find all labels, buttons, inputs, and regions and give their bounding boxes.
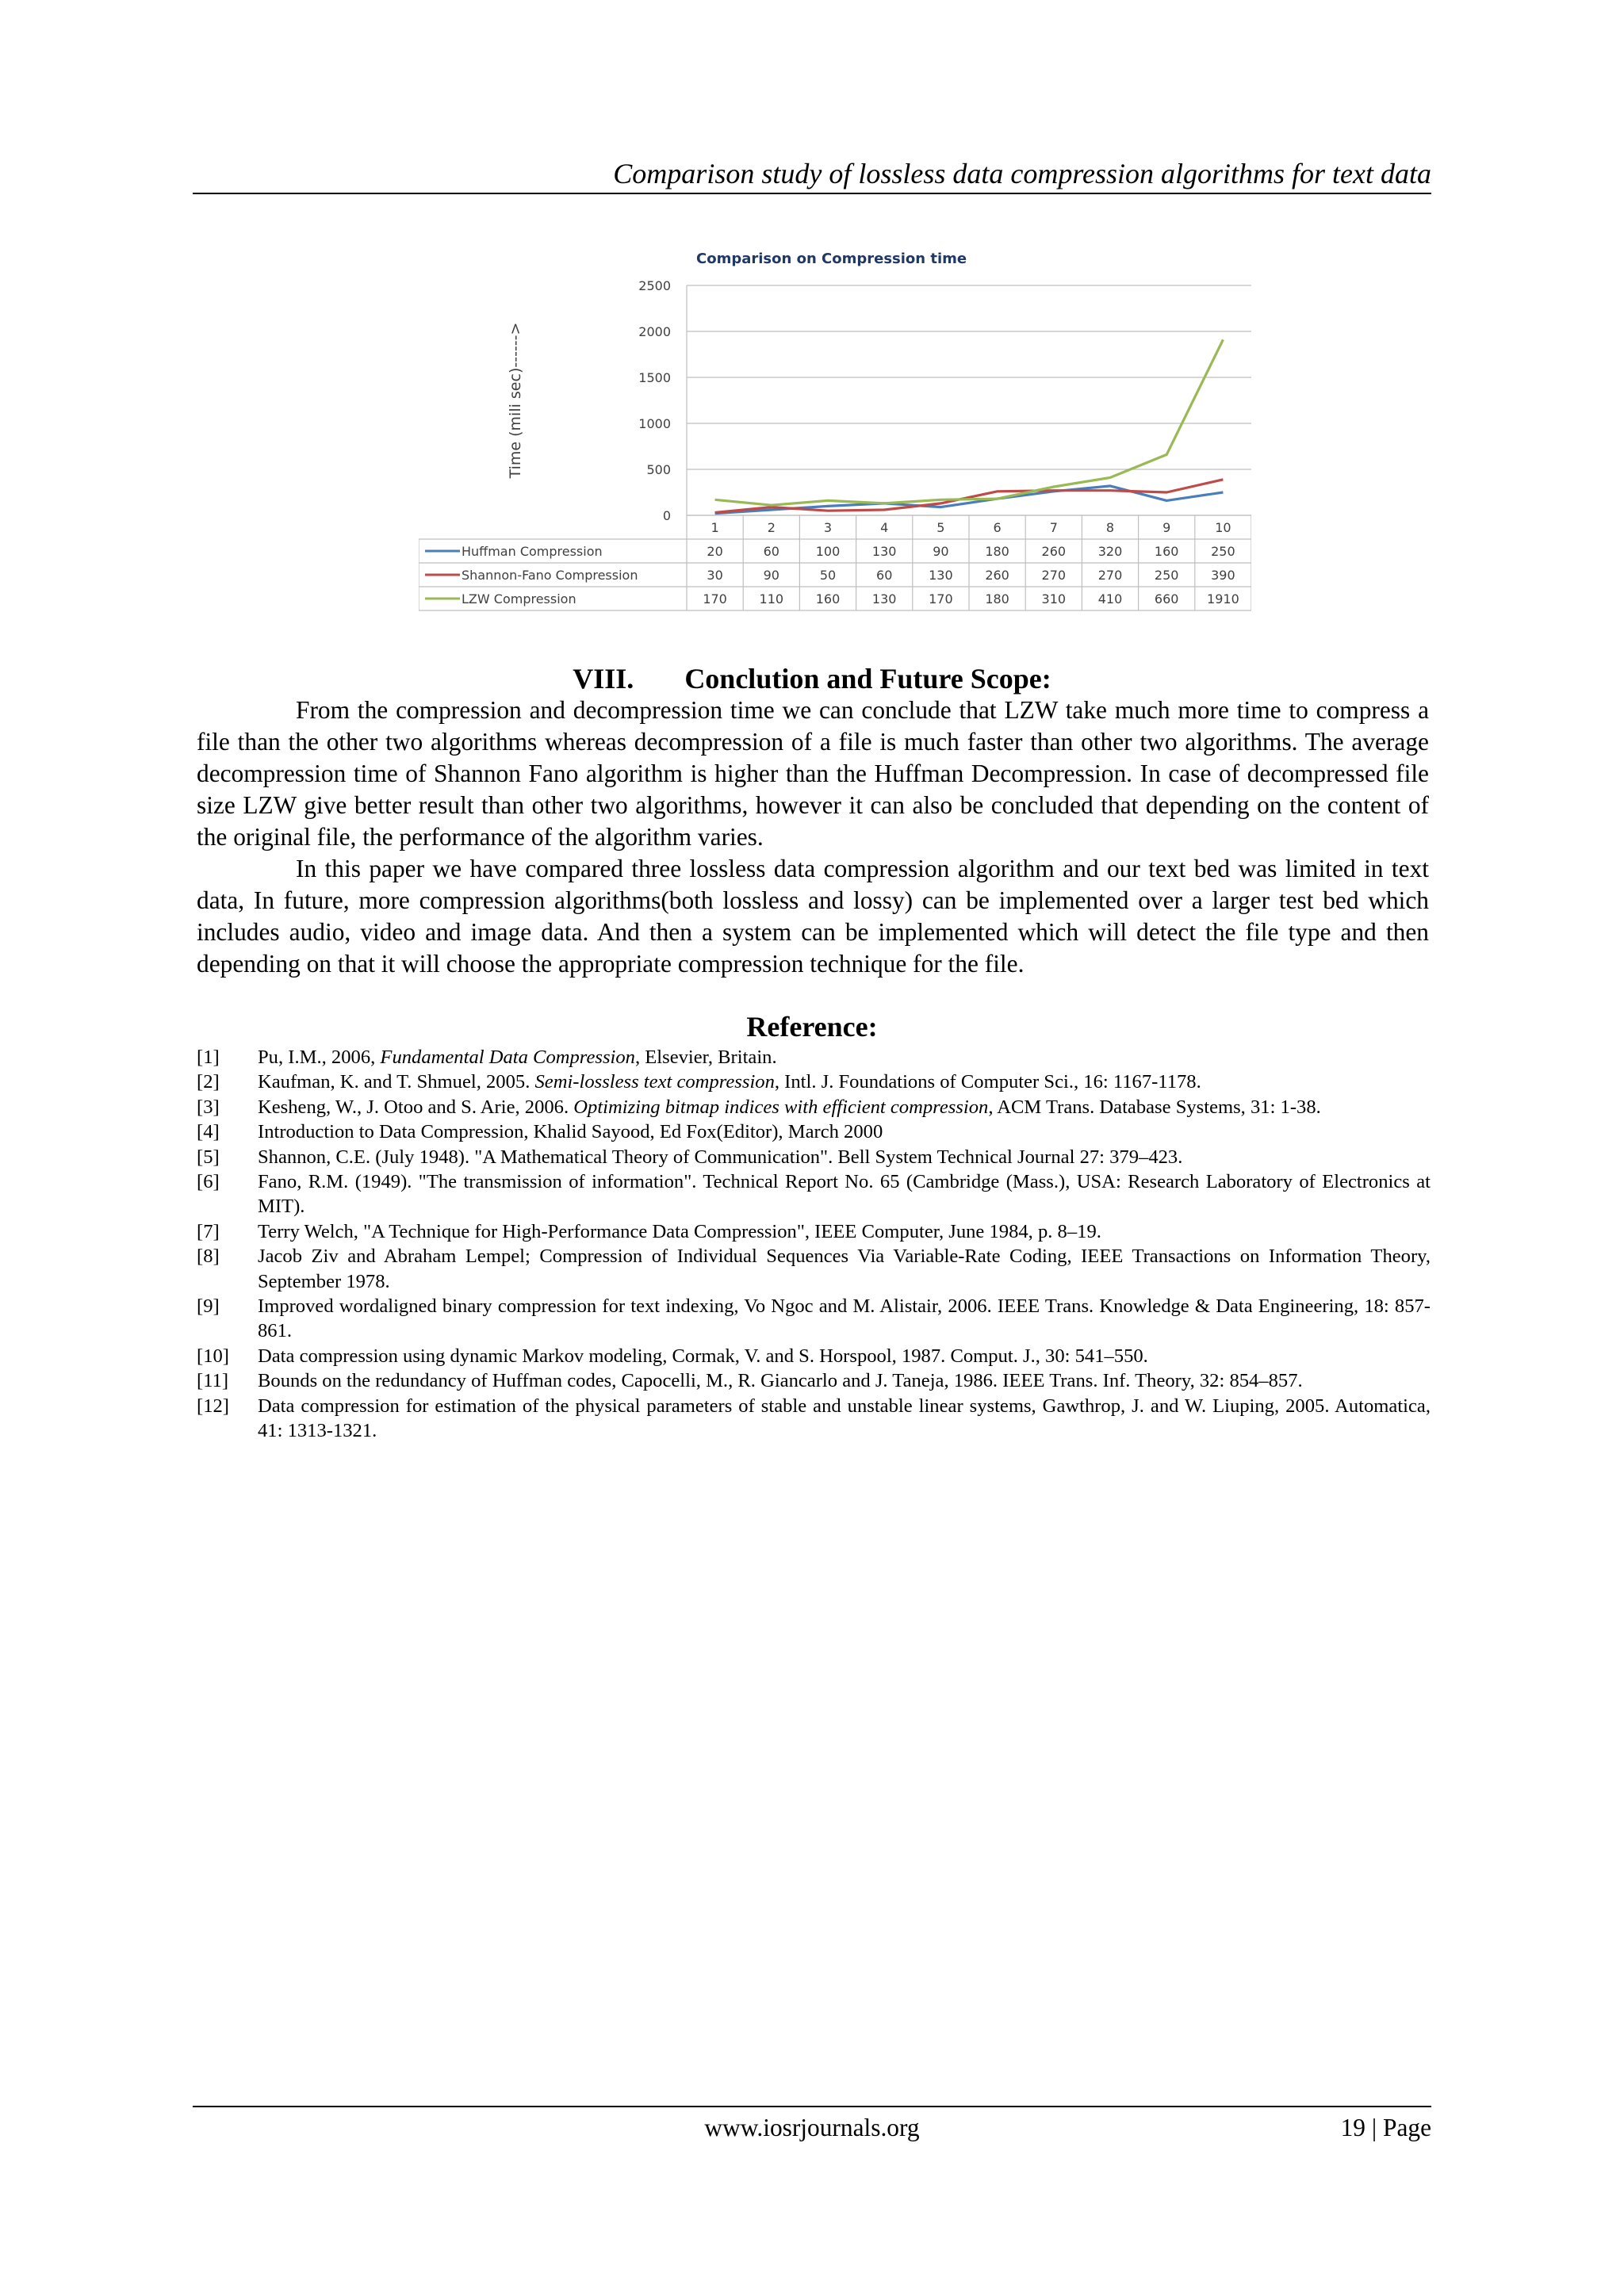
reference-text: Kesheng, W., J. Otoo and S. Arie, 2006. Optimizing bitmap indices with efficient compression, ACM Trans. Database Systems, 31: 1-38. bbox=[258, 1096, 1321, 1118]
reference-list bbox=[197, 1045, 1431, 1444]
data-label: 250 bbox=[1154, 568, 1179, 583]
data-label: 90 bbox=[763, 568, 779, 583]
reference-item bbox=[197, 1344, 1431, 1368]
footer-rule bbox=[193, 2106, 1431, 2107]
legend-label: LZW Compression bbox=[462, 591, 576, 607]
y-tick-label: 2500 bbox=[638, 278, 671, 293]
reference-item bbox=[197, 1145, 1431, 1169]
references-heading: Reference: bbox=[746, 1011, 878, 1043]
data-label: 260 bbox=[1041, 544, 1067, 559]
data-label: 410 bbox=[1097, 591, 1123, 607]
paragraph: From the compression and decompression time we can conclude that LZW take much more time to compress a file than the other two algorithms whereas decompression of a file is much faster than other two algorithms. The average decompression time of Shannon Fano algorithm is higher than the Huffman Decompression. In case of decompressed file size LZW give better result than other two algorithms, however it can also be concluded that depending on the content of the original file, the performance of the algorithm varies. bbox=[197, 696, 1429, 851]
reference-item bbox=[197, 1070, 1431, 1094]
reference-item bbox=[197, 1095, 1431, 1119]
data-label: 250 bbox=[1211, 544, 1235, 559]
reference-text: Fano, R.M. (1949). "The transmission of information". Technical Report No. 65 (Cambridge (Mass.), USA: Research Laboratory of Electronics at MIT). bbox=[258, 1171, 1431, 1218]
data-label: 130 bbox=[871, 544, 897, 559]
data-label: 180 bbox=[985, 591, 1009, 607]
data-label: 390 bbox=[1211, 568, 1235, 583]
reference-item bbox=[197, 1368, 1431, 1393]
reference-text: Shannon, C.E. (July 1948). "A Mathematical Theory of Communication". Bell System Technical Journal 27: 379–423. bbox=[258, 1146, 1183, 1168]
section-body bbox=[197, 695, 1429, 980]
x-tick-label: 8 bbox=[1105, 520, 1115, 535]
reference-item bbox=[197, 1219, 1431, 1244]
reference-number: [3] bbox=[197, 1096, 220, 1118]
data-label: 170 bbox=[929, 591, 953, 607]
reference-number: [4] bbox=[197, 1121, 220, 1143]
data-label: 20 bbox=[707, 544, 723, 559]
data-label: 60 bbox=[876, 568, 893, 583]
data-label: 110 bbox=[759, 591, 784, 607]
data-label: 90 bbox=[933, 544, 949, 559]
data-label: 160 bbox=[815, 591, 841, 607]
data-label: 130 bbox=[929, 568, 953, 583]
footer-url: www.iosrjournals.org bbox=[704, 2114, 920, 2141]
reference-text: Data compression for estimation of the physical parameters of stable and unstable linear systems, Gawthrop, J. and W. Liuping, 2005. Automatica, 41: 1313-1321. bbox=[258, 1395, 1431, 1442]
x-tick-label: 2 bbox=[767, 520, 776, 535]
reference-text: Introduction to Data Compression, Khalid Sayood, Ed Fox(Editor), March 2000 bbox=[258, 1121, 883, 1143]
reference-number: [7] bbox=[197, 1220, 220, 1242]
reference-item bbox=[197, 1244, 1431, 1294]
reference-number: [1] bbox=[197, 1047, 220, 1068]
data-label: 130 bbox=[871, 591, 897, 607]
data-label: 50 bbox=[819, 568, 837, 583]
y-tick-label: 1000 bbox=[638, 416, 671, 431]
data-label: 30 bbox=[707, 568, 723, 583]
reference-number: [9] bbox=[197, 1295, 220, 1318]
x-tick-label: 6 bbox=[993, 520, 1002, 535]
data-label: 100 bbox=[815, 544, 841, 559]
series-line bbox=[715, 339, 1224, 505]
chart-title: Comparison on Compression time bbox=[696, 251, 967, 267]
compression-time-chart bbox=[419, 238, 1251, 618]
data-label: 1910 bbox=[1207, 591, 1239, 607]
data-label: 270 bbox=[1041, 568, 1067, 583]
reference-text: Improved wordaligned binary compression for text indexing, Vo Ngoc and M. Alistair, 2006. IEEE Trans. Knowledge & Data Engineering, 18: 857-861. bbox=[258, 1295, 1431, 1342]
reference-text: Pu, I.M., 2006, Fundamental Data Compression, Elsevier, Britain. bbox=[258, 1047, 777, 1068]
reference-text: Data compression using dynamic Markov modeling, Cormak, V. and S. Horspool, 1987. Comput. J., 30: 541–550. bbox=[258, 1345, 1148, 1367]
reference-number: [8] bbox=[197, 1246, 220, 1268]
reference-item bbox=[197, 1394, 1431, 1444]
y-tick-label: 1500 bbox=[638, 370, 671, 385]
x-tick-label: 3 bbox=[823, 520, 833, 535]
x-tick-label: 10 bbox=[1215, 520, 1231, 535]
data-label: 660 bbox=[1154, 591, 1179, 607]
reference-number: [11] bbox=[197, 1370, 229, 1392]
reference-text: Jacob Ziv and Abraham Lempel; Compression of Individual Sequences Via Variable-Rate Coding, IEEE Transactions on Information Theory, September 1978. bbox=[258, 1246, 1431, 1292]
section-heading bbox=[193, 661, 1431, 696]
reference-number: [10] bbox=[197, 1345, 229, 1367]
data-label: 320 bbox=[1097, 544, 1123, 559]
reference-number: [6] bbox=[197, 1171, 220, 1193]
paragraph: In this paper we have compared three lossless data compression algorithm and our text bed was limited in text data, In future, more compression algorithms(both lossless and lossy) can be implemented over a larger test bed which includes audio, video and image data. And then a system can be implemented which will detect the file type and then depending on that it will choose the appropriate compression technique for the file. bbox=[197, 855, 1429, 978]
data-label: 310 bbox=[1041, 591, 1067, 607]
page-number: 19 | Page bbox=[1340, 2114, 1431, 2141]
section-title: Conclution and Future Scope: bbox=[684, 663, 1051, 695]
x-tick-label: 9 bbox=[1162, 520, 1171, 535]
legend-label: Shannon-Fano Compression bbox=[462, 568, 638, 583]
reference-number: [5] bbox=[197, 1146, 220, 1168]
data-label: 160 bbox=[1154, 544, 1179, 559]
data-label: 170 bbox=[703, 591, 727, 607]
y-tick-label: 0 bbox=[662, 508, 671, 523]
reference-item bbox=[197, 1294, 1431, 1344]
header-rule bbox=[193, 193, 1431, 194]
data-label: 60 bbox=[763, 544, 779, 559]
y-tick-label: 500 bbox=[646, 462, 671, 477]
reference-number: [12] bbox=[197, 1395, 229, 1417]
section-number: VIII. bbox=[573, 663, 634, 695]
x-tick-label: 7 bbox=[1049, 520, 1058, 535]
y-axis-label: Time (mili sec)------> bbox=[507, 322, 524, 479]
reference-number: [2] bbox=[197, 1071, 220, 1093]
x-tick-label: 5 bbox=[936, 520, 945, 535]
reference-text: Bounds on the redundancy of Huffman codes, Capocelli, M., R. Giancarlo and J. Taneja, 1986. IEEE Trans. Inf. Theory, 32: 854–857. bbox=[258, 1370, 1303, 1392]
reference-item bbox=[197, 1169, 1431, 1219]
reference-item bbox=[197, 1119, 1431, 1144]
x-tick-label: 1 bbox=[710, 520, 719, 535]
reference-text: Kaufman, K. and T. Shmuel, 2005. Semi-lossless text compression, Intl. J. Foundations of Computer Sci., 16: 1167-1178. bbox=[258, 1071, 1201, 1093]
x-tick-label: 4 bbox=[880, 520, 889, 535]
y-tick-label: 2000 bbox=[638, 324, 671, 339]
running-header: Comparison study of lossless data compression algorithms for text data bbox=[613, 158, 1431, 189]
data-label: 180 bbox=[985, 544, 1009, 559]
reference-item bbox=[197, 1045, 1431, 1070]
legend-label: Huffman Compression bbox=[462, 544, 603, 559]
data-label: 260 bbox=[985, 568, 1009, 583]
reference-text: Terry Welch, "A Technique for High-Performance Data Compression", IEEE Computer, June 1984, p. 8–19. bbox=[258, 1220, 1101, 1242]
data-label: 270 bbox=[1097, 568, 1123, 583]
